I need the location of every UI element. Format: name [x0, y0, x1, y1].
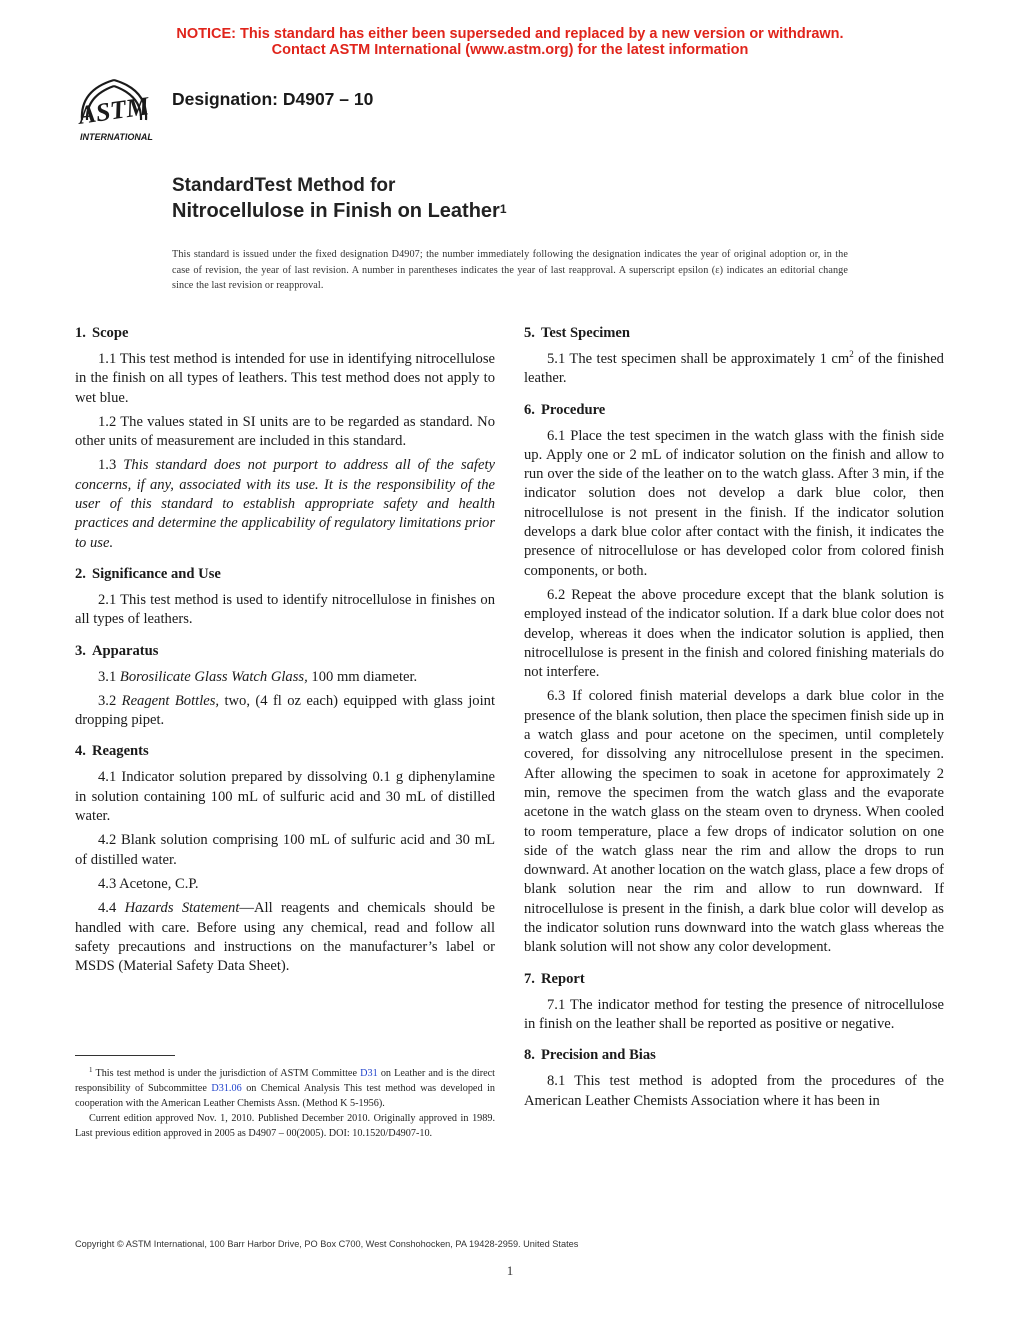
paragraph-3-2: 3.2 Reagent Bottles, two, (4 fl oz each) equipped with glass joint dropping pipet. — [75, 692, 495, 729]
section-heading: 6. Procedure — [524, 401, 606, 418]
section-heading: 7. Report — [524, 970, 585, 987]
logo-subtitle: INTERNATIONAL — [80, 132, 153, 142]
paragraph-4-1: 4.1 Indicator solution prepared by dissolving 0.1 g diphenylamine in solution containing 100 mL of sulfuric acid and 30 mL of distilled water. — [75, 769, 495, 825]
astm-logo — [74, 76, 162, 146]
logo-text: ASTM — [76, 91, 151, 130]
section-heading: 1. Scope — [75, 325, 129, 341]
paragraph-4-2: 4.2 Blank solution comprising 100 mL of sulfuric acid and 30 mL of distilled water. — [75, 832, 495, 868]
paragraph-8-1: 8.1 This test method is adopted from the procedures of the American Leather Chemists Association where it has been in — [524, 1073, 944, 1109]
paragraph-1-3: 1.3 This standard does not purport to address all of the safety concerns, if any, associated with its use. It is the responsibility of the user of this standard to establish appropriate safety and health practices and determine the applicability of regulatory limitations prior to use. — [75, 457, 495, 551]
paragraph-5-1: 5.1 The test specimen shall be approximately 1 $cm^2$ of the finished leather. — [524, 349, 944, 387]
title-footnote-ref[interactable]: 1 — [499, 202, 507, 216]
section-significance — [75, 563, 495, 630]
notice-line-2: Contact ASTM International (www.astm.org) for the latest information — [271, 42, 749, 58]
paragraph-2-1: 2.1 This test method is used to identify nitrocellulose in finishes on all types of leathers. — [75, 591, 495, 628]
right-column — [524, 322, 944, 1121]
section-report — [524, 968, 944, 1035]
section-heading: 5. Test Specimen — [524, 325, 631, 341]
paragraph-1-1: 1.1 This test method is intended for use in identifying nitrocellulose in the finish on all types of leathers. This test method does not apply to wet blue. — [75, 351, 495, 406]
notice-line-1: NOTICE: This standard has either been superseded and replaced by a new version or withdrawn. — [176, 26, 844, 42]
paragraph-4-3: 4.3 Acetone, C.P. — [98, 875, 199, 892]
left-column — [75, 322, 495, 986]
paragraph-7-1: 7.1 The indicator method for testing the presence of nitrocellulose in finish on the leather shall be reported as positive or negative. — [524, 996, 944, 1032]
document-title — [172, 174, 507, 226]
footnote — [75, 1066, 495, 1141]
section-heading: 4. Reagents — [75, 743, 149, 760]
section-procedure — [524, 399, 944, 958]
committee-link[interactable]: D31 — [360, 1068, 378, 1079]
section-heading: 8. Precision and Bias — [524, 1047, 656, 1064]
section-precision-bias — [524, 1044, 944, 1111]
title-line-2-text: Nitrocellulose in Finish on Leather — [172, 200, 500, 222]
section-scope — [75, 322, 495, 553]
section-heading: 3. Apparatus — [75, 642, 159, 659]
footnote-divider — [75, 1055, 175, 1056]
section-test-specimen — [524, 322, 944, 389]
paragraph-1-2: 1.2 The values stated in SI units are to be regarded as standard. No other units of measurement are included in this standard. — [75, 413, 495, 450]
designation: Designation: D4907 – 10 — [172, 89, 374, 109]
footnote-edition: Current edition approved Nov. 1, 2010. Published December 2010. Originally approved in 1989. Last previous edition approved in 2005 as D4907 – 00(2005). DOI: 10.1520/D4907-10. — [75, 1113, 495, 1139]
paragraph-6-3: 6.3 If colored finish material develops a dark blue color in the presence of the blank solution, then place the specimen finish side up in a watch glass and pour acetone on the specimen, until completely covered, for dissolving any nitrocellulose present in the specimen. After allowing the specimen to soak in acetone for approximately 2 min, remove the specimen from the watch glass and the evaporate acetone in the watch glass on the steam oven to dryness. When cooled to room temperature, place a few drops of indicator solution on one side of the watch glass near the rim and allow the drops to run downward. At another location on the watch glass, place a few drops of blank solution near the rim and allow to run downward. If nitrocellulose is present in the finish, a dark blue color will develop as the indicator solution runs downward into the watch glass whereas the blank solution will not show any color development. — [524, 688, 944, 956]
paragraph-6-2: 6.2 Repeat the above procedure except that the blank solution is employed instead of the indicator solution. If a dark blue color does not develop, whereas it does when the indicator solution is applied, then nitrocellulose is present in the finish and colored finishing materials do not interfere. — [524, 586, 944, 681]
page-number: 1 — [506, 1263, 514, 1278]
section-apparatus — [75, 640, 495, 731]
footnote-1: $^1$ This test method is under the jurisdiction of ASTM Committee D31 on Leather and is the direct responsibility of Subcommittee D31.06 on Chemical Analysis This test method was developed in cooperation with the American Leather Chemists Assn. (Method K 5-1956). — [75, 1066, 495, 1109]
withdrawal-notice — [0, 26, 1020, 58]
title-line-2 — [172, 198, 507, 226]
section-reagents — [75, 740, 495, 976]
paragraph-3-1: 3.1 Borosilicate Glass Watch Glass, 100 mm diameter. — [98, 668, 418, 685]
subcommittee-link[interactable]: D31.06 — [211, 1083, 242, 1094]
section-heading: 2. Significance and Use — [75, 565, 221, 582]
paragraph-4-4: 4.4 Hazards Statement—All reagents and chemicals should be handled with care. Before using any chemical, read and follow all safety precautions and instructions on the manufacturer’s label or MSDS (Material Safety Data Sheet). — [75, 900, 496, 975]
preamble: This standard is issued under the fixed designation D4907; the number immediately following the designation indicates the year of original adoption or, in the case of revision, the year of last revision. A number in parentheses indicates the year of last reapproval. A superscript epsilon (ε) indicates an editorial change since the last revision or reapproval. — [172, 249, 848, 291]
paragraph-6-1: 6.1 Place the test specimen in the watch glass with the finish side up. Apply one or 2 mL of indicator solution on the finish and allow to run over the side of the leather on to the watch glass. After 3 min, if the indicator solution does not develop a dark blue color, then nitrocellulose is not present in the finish. If the indicator solution develops a dark blue color after contact with the finish, it indicates the presence of nitrocellulose or has developed color from colored finish components, or both. — [524, 427, 944, 579]
title-line-1: StandardTest Method for — [172, 175, 396, 196]
copyright: Copyright © ASTM International, 100 Barr Harbor Drive, PO Box C700, West Conshohocken, PA 19428-2959. United States — [75, 1239, 579, 1249]
